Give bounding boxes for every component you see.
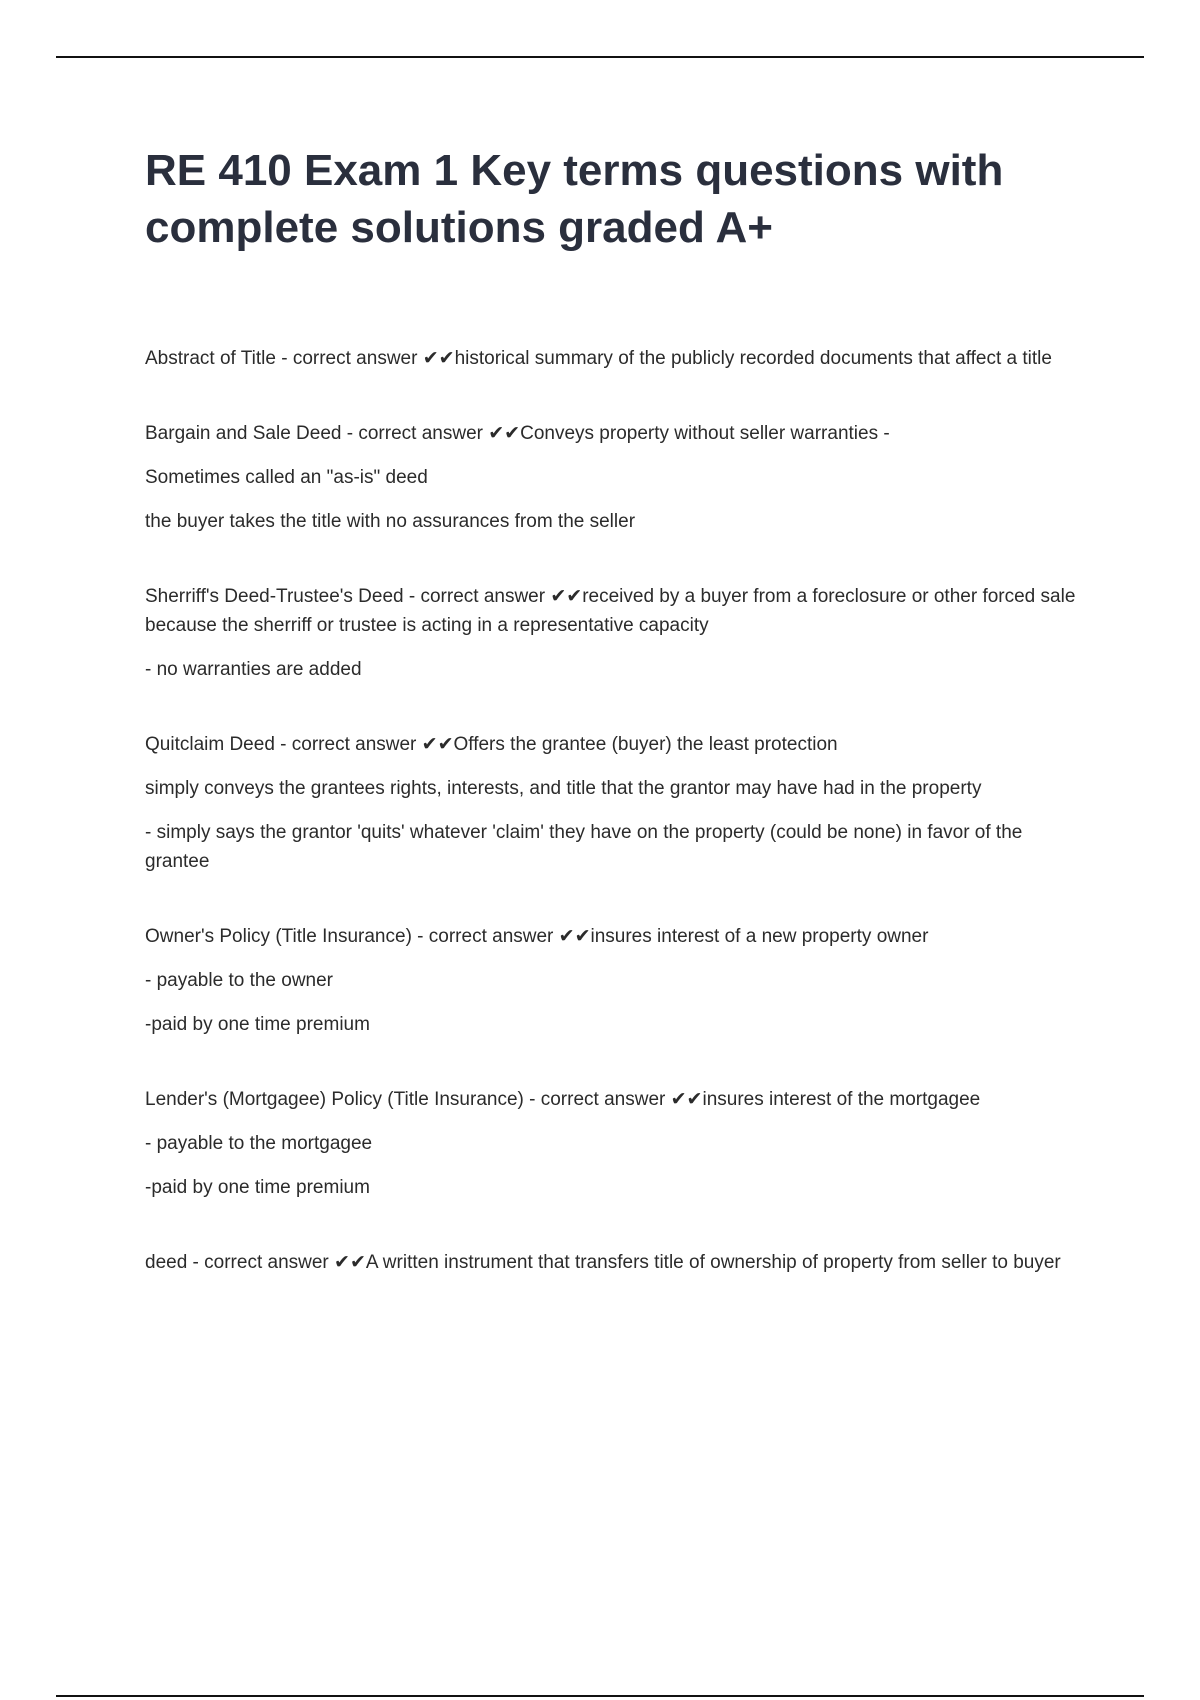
- term-entry: [145, 922, 1085, 1039]
- answer-separator: - correct answer: [341, 423, 489, 444]
- term-definition: [145, 1085, 1085, 1114]
- answer-separator: - correct answer: [523, 1089, 671, 1110]
- term-name: Bargain and Sale Deed: [145, 423, 342, 444]
- term-note: -paid by one time premium: [145, 1177, 370, 1198]
- term-name: deed: [145, 1252, 188, 1273]
- term-entry: [145, 344, 1085, 373]
- term-entry: [145, 419, 1085, 536]
- check-mark-icon: ✔✔: [488, 423, 521, 444]
- term-entry: [145, 730, 1085, 876]
- term-answer: A written instrument that transfers title of ownership of property from seller to buyer: [365, 1252, 1061, 1273]
- term-list: [145, 344, 1085, 1323]
- term-answer: insures interest of a new property owner: [590, 926, 929, 947]
- term-note: Sometimes called an "as-is" deed: [145, 467, 428, 488]
- term-note: the buyer takes the title with no assurances from the seller: [145, 511, 636, 532]
- check-mark-icon: ✔✔: [334, 1252, 366, 1273]
- term-name: Abstract of Title: [145, 348, 276, 369]
- term-answer: received by a buyer from a foreclosure or other forced sale because the sherriff or trustee is acting in a representative capacity: [145, 586, 1076, 636]
- term-note: -paid by one time premium: [145, 1014, 370, 1035]
- term-definition: [145, 344, 1085, 373]
- check-mark-icon: ✔✔: [422, 348, 455, 369]
- term-definition: [145, 1248, 1085, 1277]
- term-name: Lender's (Mortgagee) Policy (Title Insurance): [145, 1089, 524, 1110]
- term-note: - no warranties are added: [145, 659, 362, 680]
- answer-separator: - correct answer: [274, 734, 422, 755]
- term-answer: Offers the grantee (buyer) the least protection: [453, 734, 838, 755]
- bottom-divider: [56, 1695, 1144, 1697]
- check-mark-icon: ✔✔: [558, 926, 591, 947]
- term-definition: [145, 419, 1085, 448]
- term-definition: [145, 730, 1085, 759]
- term-name: Owner's Policy (Title Insurance): [145, 926, 412, 947]
- term-name: Quitclaim Deed: [145, 734, 275, 755]
- term-note: simply conveys the grantees rights, interests, and title that the grantor may have had in the property: [145, 778, 982, 799]
- term-entry: [145, 1248, 1085, 1277]
- page-title: RE 410 Exam 1 Key terms questions with complete solutions graded A+: [145, 146, 1004, 252]
- term-definition: [145, 582, 1085, 640]
- answer-separator: - correct answer: [411, 926, 559, 947]
- term-answer: insures interest of the mortgagee: [702, 1089, 981, 1110]
- term-answer: historical summary of the publicly recorded documents that affect a title: [454, 348, 1052, 369]
- check-mark-icon: ✔✔: [550, 586, 583, 607]
- answer-separator: - correct answer: [275, 348, 423, 369]
- check-mark-icon: ✔✔: [670, 1089, 703, 1110]
- term-answer: Conveys property without seller warranties -: [520, 423, 890, 444]
- term-definition: [145, 922, 1085, 951]
- term-entry: [145, 582, 1085, 684]
- answer-separator: - correct answer: [403, 586, 551, 607]
- answer-separator: - correct answer: [187, 1252, 335, 1273]
- check-mark-icon: ✔✔: [421, 734, 454, 755]
- term-note: - payable to the owner: [145, 970, 334, 991]
- term-name: Sherriff's Deed-Trustee's Deed: [145, 586, 404, 607]
- top-divider: [56, 56, 1144, 58]
- term-entry: [145, 1085, 1085, 1202]
- term-note: - simply says the grantor 'quits' whatever 'claim' they have on the property (could be none) in favor of the grantee: [145, 822, 1023, 872]
- term-note: - payable to the mortgagee: [145, 1133, 373, 1154]
